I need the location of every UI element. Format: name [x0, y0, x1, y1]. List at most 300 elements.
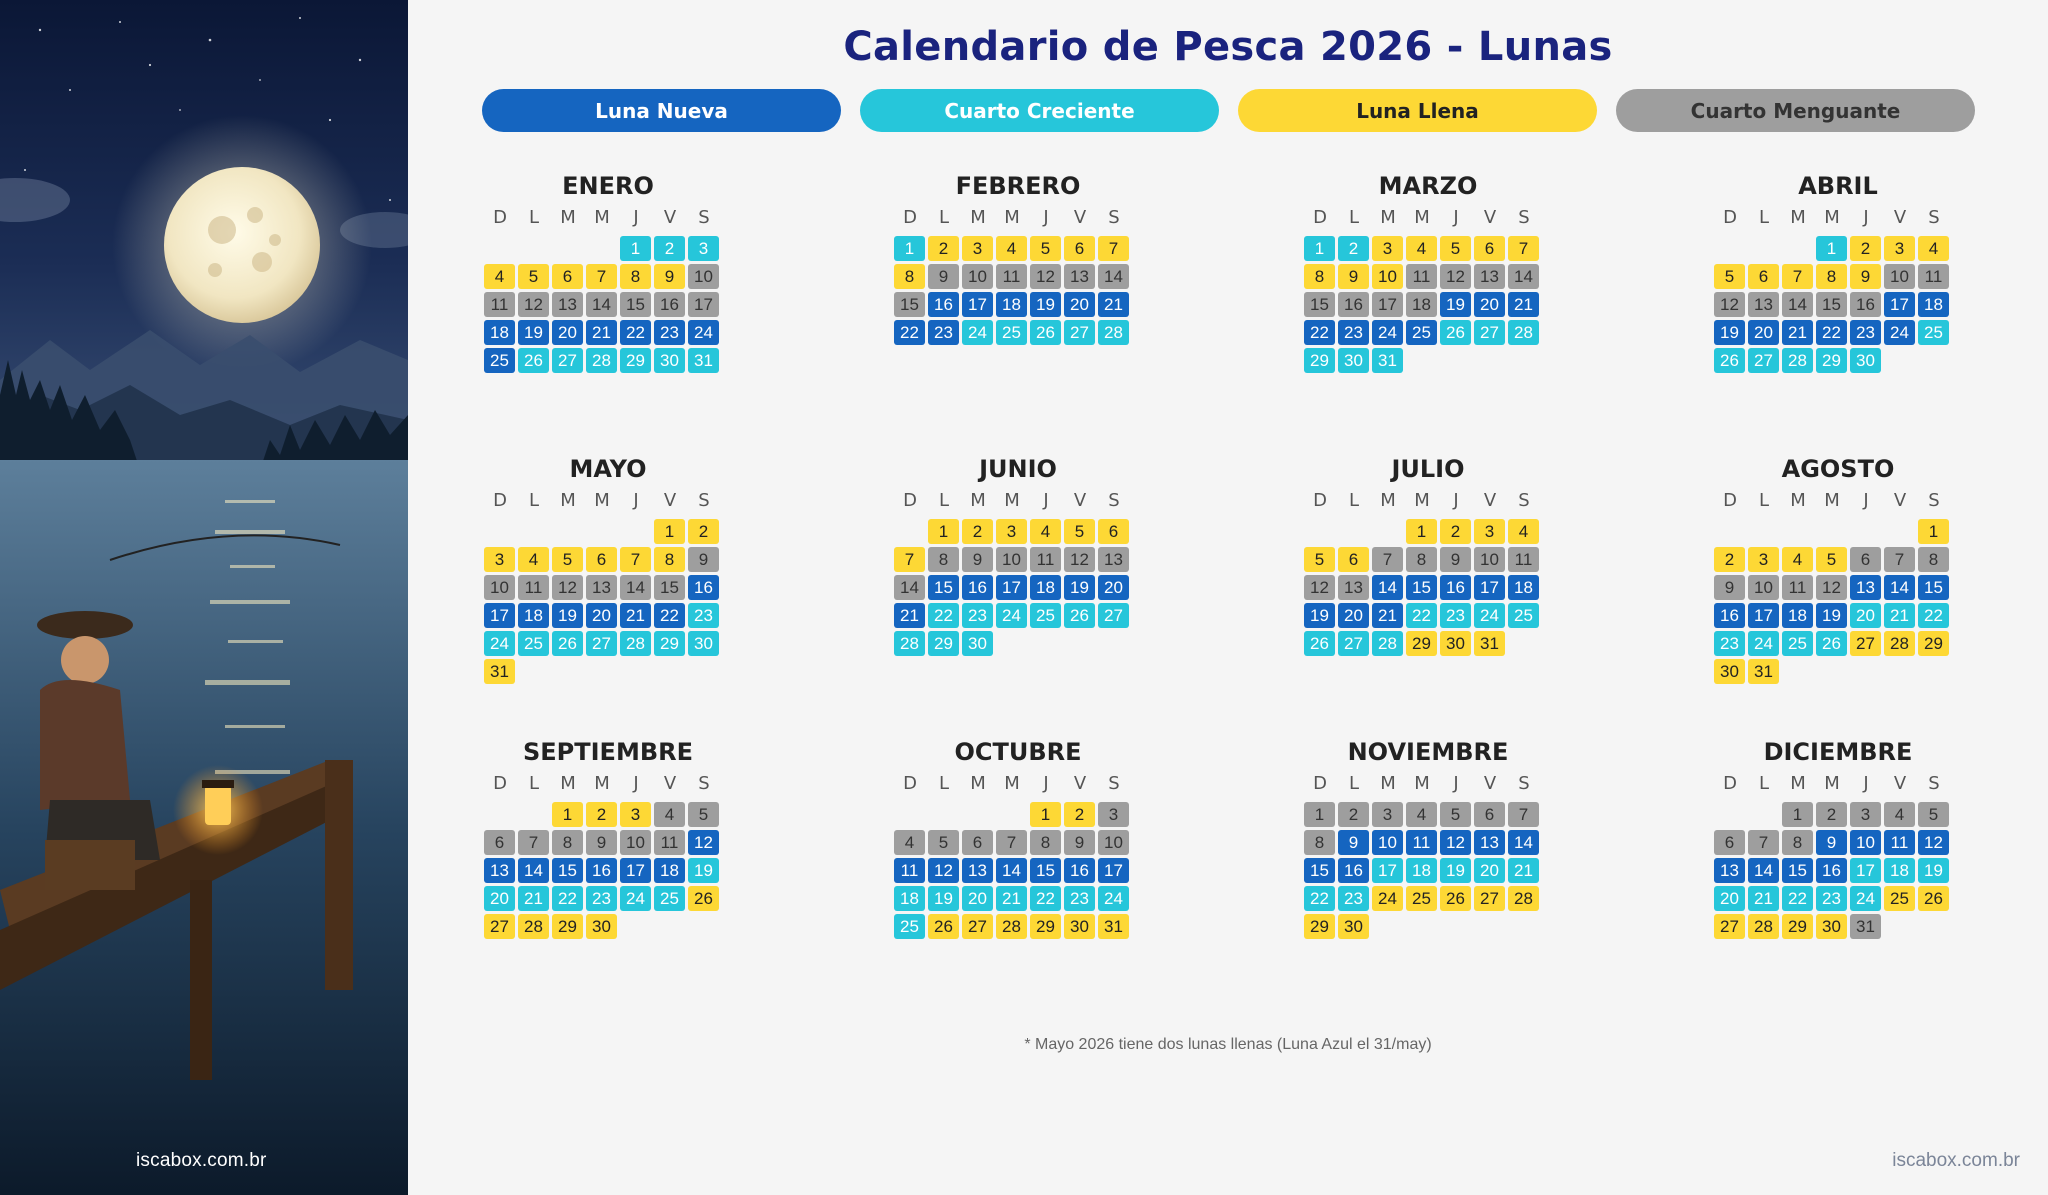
- weekday-header: L: [938, 207, 950, 228]
- day-cell: 1: [552, 802, 583, 827]
- weekday-header: D: [1313, 490, 1327, 511]
- day-cell: 14: [894, 575, 925, 600]
- weekday-header: M: [1380, 207, 1396, 228]
- month-name: MAYO: [569, 455, 647, 483]
- day-cell: 18: [1884, 858, 1915, 883]
- day-cell: 27: [1098, 603, 1129, 628]
- day-cell: 19: [518, 320, 549, 345]
- day-cell: 14: [620, 575, 651, 600]
- day-cell: 4: [1508, 519, 1539, 544]
- day-cell: 22: [894, 320, 925, 345]
- day-cell: 27: [1850, 631, 1881, 656]
- day-cell: 21: [1508, 858, 1539, 883]
- legend-luna-nueva: Luna Nueva: [482, 89, 841, 132]
- day-cell: 28: [1372, 631, 1403, 656]
- day-cell: 22: [1816, 320, 1847, 345]
- weekday-header: J: [1453, 207, 1459, 228]
- weekday-header: M: [560, 490, 576, 511]
- day-cell: 22: [620, 320, 651, 345]
- day-cell: 3: [688, 236, 719, 261]
- day-cell: 17: [1372, 858, 1403, 883]
- weekday-header: D: [1313, 773, 1327, 794]
- weekday-header: M: [970, 207, 986, 228]
- weekday-header: M: [1824, 207, 1840, 228]
- day-cell: 24: [688, 320, 719, 345]
- day-cell: 8: [1030, 830, 1061, 855]
- day-cell: 3: [484, 547, 515, 572]
- weekday-header: M: [970, 773, 986, 794]
- day-cell: 10: [484, 575, 515, 600]
- day-cell: 8: [654, 547, 685, 572]
- weekday-header: L: [528, 773, 540, 794]
- day-cell: 6: [1474, 236, 1505, 261]
- day-cell: 26: [552, 631, 583, 656]
- day-cell: 21: [1508, 292, 1539, 317]
- day-cell: 17: [1474, 575, 1505, 600]
- day-cell: 10: [688, 264, 719, 289]
- day-cell: 1: [1918, 519, 1949, 544]
- day-cell: 18: [1030, 575, 1061, 600]
- day-cell: 25: [996, 320, 1027, 345]
- day-cell: 12: [552, 575, 583, 600]
- day-cell: 27: [1748, 348, 1779, 373]
- weekday-header: L: [528, 490, 540, 511]
- weekday-header: M: [560, 773, 576, 794]
- weekday-header: M: [594, 490, 610, 511]
- weekday-header: M: [1824, 773, 1840, 794]
- day-cell: 5: [1030, 236, 1061, 261]
- weekday-header: S: [1518, 773, 1530, 794]
- day-cell: 24: [1884, 320, 1915, 345]
- day-cell: 19: [928, 886, 959, 911]
- day-cell: 1: [1304, 236, 1335, 261]
- day-cell: 28: [894, 631, 925, 656]
- calendar-area: [408, 0, 2048, 1195]
- day-cell: 26: [1816, 631, 1847, 656]
- weekday-header: S: [1108, 773, 1120, 794]
- day-cell: 25: [1406, 886, 1437, 911]
- weekday-header: V: [1893, 773, 1907, 794]
- day-cell: 22: [928, 603, 959, 628]
- night-fishing-illustration: [0, 0, 408, 1195]
- day-cell: 17: [1372, 292, 1403, 317]
- weekday-header: L: [1348, 207, 1360, 228]
- weekday-header: J: [1453, 490, 1459, 511]
- weekday-header: M: [594, 207, 610, 228]
- day-cell: 15: [894, 292, 925, 317]
- day-cell: 24: [996, 603, 1027, 628]
- day-cell: 14: [1748, 858, 1779, 883]
- weekday-header: D: [1723, 773, 1737, 794]
- day-cell: 14: [1508, 264, 1539, 289]
- day-cell: 11: [1406, 264, 1437, 289]
- day-cell: 13: [962, 858, 993, 883]
- day-cell: 21: [1098, 292, 1129, 317]
- weekday-header: L: [1758, 207, 1770, 228]
- weekday-header: M: [1414, 490, 1430, 511]
- day-cell: 11: [1782, 575, 1813, 600]
- weekday-header: V: [1483, 207, 1497, 228]
- day-cell: 12: [1440, 264, 1471, 289]
- day-cell: 10: [620, 830, 651, 855]
- day-cell: 30: [586, 914, 617, 939]
- day-cell: 12: [1440, 830, 1471, 855]
- day-cell: 20: [1474, 858, 1505, 883]
- weekday-header: J: [1043, 490, 1049, 511]
- weekday-header: J: [1043, 773, 1049, 794]
- day-cell: 9: [1850, 264, 1881, 289]
- day-cell: 15: [928, 575, 959, 600]
- day-cell: 30: [1714, 659, 1745, 684]
- day-cell: 18: [518, 603, 549, 628]
- weekday-header: S: [1518, 207, 1530, 228]
- day-cell: 3: [996, 519, 1027, 544]
- day-cell: 11: [996, 264, 1027, 289]
- day-cell: 17: [484, 603, 515, 628]
- day-cell: 29: [654, 631, 685, 656]
- weekday-header: L: [1348, 773, 1360, 794]
- day-cell: 30: [654, 348, 685, 373]
- day-cell: 6: [1098, 519, 1129, 544]
- day-cell: 19: [1304, 603, 1335, 628]
- day-cell: 23: [1064, 886, 1095, 911]
- weekday-header: L: [1758, 490, 1770, 511]
- day-cell: 30: [688, 631, 719, 656]
- weekday-header: D: [493, 490, 507, 511]
- day-cell: 10: [962, 264, 993, 289]
- day-cell: 25: [894, 914, 925, 939]
- day-cell: 23: [1714, 631, 1745, 656]
- day-cell: 16: [1338, 292, 1369, 317]
- day-cell: 16: [688, 575, 719, 600]
- day-cell: 5: [1440, 236, 1471, 261]
- day-cell: 3: [1884, 236, 1915, 261]
- day-cell: 15: [1304, 292, 1335, 317]
- day-cell: 26: [928, 914, 959, 939]
- site-url-left: iscabox.com.br: [136, 1150, 267, 1171]
- weekday-header: M: [1790, 207, 1806, 228]
- day-cell: 13: [1850, 575, 1881, 600]
- weekday-header: M: [1414, 773, 1430, 794]
- day-cell: 28: [518, 914, 549, 939]
- day-cell: 19: [552, 603, 583, 628]
- weekday-header: M: [560, 207, 576, 228]
- day-cell: 2: [928, 236, 959, 261]
- weekday-header: J: [633, 207, 639, 228]
- day-cell: 8: [620, 264, 651, 289]
- day-cell: 16: [1714, 603, 1745, 628]
- day-cell: 10: [996, 547, 1027, 572]
- night-scene-art: [0, 0, 408, 1195]
- day-cell: 5: [1064, 519, 1095, 544]
- day-cell: 27: [1474, 886, 1505, 911]
- day-cell: 3: [1372, 802, 1403, 827]
- day-cell: 12: [518, 292, 549, 317]
- weekday-header: D: [1723, 490, 1737, 511]
- day-cell: 4: [894, 830, 925, 855]
- day-cell: 23: [1338, 886, 1369, 911]
- day-cell: 16: [586, 858, 617, 883]
- day-cell: 10: [1850, 830, 1881, 855]
- legend-cuarto-creciente: Cuarto Creciente: [860, 89, 1219, 132]
- day-cell: 13: [1474, 264, 1505, 289]
- day-cell: 7: [1372, 547, 1403, 572]
- weekday-header: M: [1790, 773, 1806, 794]
- day-cell: 4: [484, 264, 515, 289]
- day-cell: 7: [620, 547, 651, 572]
- day-cell: 24: [484, 631, 515, 656]
- day-cell: 24: [1474, 603, 1505, 628]
- day-cell: 19: [1918, 858, 1949, 883]
- day-cell: 22: [552, 886, 583, 911]
- month-name: AGOSTO: [1781, 455, 1895, 483]
- footnote: * Mayo 2026 tiene dos lunas llenas (Luna Azul el 31/may): [1024, 1036, 1432, 1053]
- day-cell: 20: [1098, 575, 1129, 600]
- weekday-header: J: [1863, 773, 1869, 794]
- day-cell: 16: [1850, 292, 1881, 317]
- weekday-header: S: [1928, 207, 1940, 228]
- day-cell: 5: [1816, 547, 1847, 572]
- day-cell: 23: [688, 603, 719, 628]
- weekday-header: D: [493, 207, 507, 228]
- day-cell: 24: [1748, 631, 1779, 656]
- day-cell: 2: [688, 519, 719, 544]
- day-cell: 24: [1372, 320, 1403, 345]
- day-cell: 20: [586, 603, 617, 628]
- day-cell: 21: [1748, 886, 1779, 911]
- day-cell: 29: [1918, 631, 1949, 656]
- weekday-header: V: [663, 490, 677, 511]
- day-cell: 12: [688, 830, 719, 855]
- day-cell: 14: [1098, 264, 1129, 289]
- day-cell: 6: [1714, 830, 1745, 855]
- day-cell: 2: [1850, 236, 1881, 261]
- day-cell: 16: [1064, 858, 1095, 883]
- day-cell: 8: [1816, 264, 1847, 289]
- day-cell: 31: [1474, 631, 1505, 656]
- day-cell: 28: [1098, 320, 1129, 345]
- day-cell: 10: [1474, 547, 1505, 572]
- day-cell: 22: [1030, 886, 1061, 911]
- day-cell: 27: [1474, 320, 1505, 345]
- day-cell: 12: [1064, 547, 1095, 572]
- month-name: SEPTIEMBRE: [522, 738, 693, 766]
- day-cell: 30: [1850, 348, 1881, 373]
- weekday-header: D: [903, 490, 917, 511]
- weekday-header: V: [663, 207, 677, 228]
- day-cell: 3: [1748, 547, 1779, 572]
- day-cell: 18: [1918, 292, 1949, 317]
- weekday-header: S: [1518, 490, 1530, 511]
- day-cell: 17: [1748, 603, 1779, 628]
- day-cell: 5: [1304, 547, 1335, 572]
- day-cell: 26: [1440, 886, 1471, 911]
- day-cell: 25: [1918, 320, 1949, 345]
- day-cell: 13: [1748, 292, 1779, 317]
- day-cell: 14: [1508, 830, 1539, 855]
- day-cell: 2: [1338, 236, 1369, 261]
- day-cell: 29: [1406, 631, 1437, 656]
- day-cell: 31: [688, 348, 719, 373]
- day-cell: 27: [552, 348, 583, 373]
- day-cell: 6: [1748, 264, 1779, 289]
- day-cell: 25: [1884, 886, 1915, 911]
- day-cell: 1: [894, 236, 925, 261]
- day-cell: 21: [518, 886, 549, 911]
- day-cell: 31: [1372, 348, 1403, 373]
- day-cell: 6: [1064, 236, 1095, 261]
- weekday-header: D: [493, 773, 507, 794]
- day-cell: 15: [552, 858, 583, 883]
- day-cell: 19: [1440, 292, 1471, 317]
- day-cell: 26: [1030, 320, 1061, 345]
- day-cell: 1: [1406, 519, 1437, 544]
- day-cell: 23: [1440, 603, 1471, 628]
- weekday-header: V: [663, 773, 677, 794]
- weekday-header: V: [1073, 490, 1087, 511]
- day-cell: 28: [1508, 320, 1539, 345]
- day-cell: 27: [1338, 631, 1369, 656]
- day-cell: 8: [894, 264, 925, 289]
- day-cell: 3: [620, 802, 651, 827]
- day-cell: 28: [620, 631, 651, 656]
- day-cell: 20: [1850, 603, 1881, 628]
- day-cell: 13: [1338, 575, 1369, 600]
- weekday-header: S: [1108, 207, 1120, 228]
- day-cell: 31: [1748, 659, 1779, 684]
- day-cell: 13: [1098, 547, 1129, 572]
- day-cell: 8: [552, 830, 583, 855]
- day-cell: 18: [1782, 603, 1813, 628]
- day-cell: 29: [1304, 914, 1335, 939]
- day-cell: 1: [1304, 802, 1335, 827]
- day-cell: 7: [586, 264, 617, 289]
- day-cell: 11: [484, 292, 515, 317]
- day-cell: 30: [962, 631, 993, 656]
- day-cell: 16: [1440, 575, 1471, 600]
- day-cell: 15: [654, 575, 685, 600]
- weekday-header: M: [1004, 490, 1020, 511]
- day-cell: 4: [1030, 519, 1061, 544]
- day-cell: 13: [484, 858, 515, 883]
- weekday-header: S: [1928, 490, 1940, 511]
- day-cell: 25: [1508, 603, 1539, 628]
- day-cell: 18: [1406, 292, 1437, 317]
- day-cell: 26: [518, 348, 549, 373]
- legend-cuarto-menguante: Cuarto Menguante: [1616, 89, 1975, 132]
- day-cell: 6: [1850, 547, 1881, 572]
- day-cell: 9: [928, 264, 959, 289]
- day-cell: 8: [1782, 830, 1813, 855]
- weekday-header: M: [970, 490, 986, 511]
- day-cell: 13: [586, 575, 617, 600]
- day-cell: 7: [1782, 264, 1813, 289]
- day-cell: 27: [1714, 914, 1745, 939]
- day-cell: 26: [1304, 631, 1335, 656]
- weekday-header: M: [1004, 773, 1020, 794]
- day-cell: 25: [518, 631, 549, 656]
- day-cell: 21: [1884, 603, 1915, 628]
- weekday-header: J: [1863, 207, 1869, 228]
- day-cell: 8: [1304, 830, 1335, 855]
- day-cell: 1: [928, 519, 959, 544]
- day-cell: 2: [962, 519, 993, 544]
- day-cell: 31: [1850, 914, 1881, 939]
- day-cell: 16: [962, 575, 993, 600]
- day-cell: 20: [484, 886, 515, 911]
- day-cell: 26: [1440, 320, 1471, 345]
- day-cell: 22: [1918, 603, 1949, 628]
- day-cell: 12: [1918, 830, 1949, 855]
- day-cell: 29: [552, 914, 583, 939]
- day-cell: 7: [1098, 236, 1129, 261]
- month-name: ABRIL: [1798, 172, 1878, 200]
- day-cell: 30: [1816, 914, 1847, 939]
- day-cell: 18: [484, 320, 515, 345]
- day-cell: 11: [1918, 264, 1949, 289]
- day-cell: 4: [654, 802, 685, 827]
- month-name: JUNIO: [979, 455, 1057, 483]
- weekday-header: V: [1893, 207, 1907, 228]
- day-cell: 6: [552, 264, 583, 289]
- day-cell: 12: [928, 858, 959, 883]
- day-cell: 7: [1748, 830, 1779, 855]
- day-cell: 2: [1338, 802, 1369, 827]
- day-cell: 1: [1816, 236, 1847, 261]
- day-cell: 23: [1338, 320, 1369, 345]
- month-name: DICIEMBRE: [1763, 738, 1913, 766]
- day-cell: 23: [1816, 886, 1847, 911]
- day-cell: 24: [1372, 886, 1403, 911]
- day-cell: 6: [962, 830, 993, 855]
- day-cell: 28: [1782, 348, 1813, 373]
- day-cell: 18: [1406, 858, 1437, 883]
- day-cell: 23: [586, 886, 617, 911]
- day-cell: 14: [1782, 292, 1813, 317]
- day-cell: 19: [1064, 575, 1095, 600]
- day-cell: 5: [1714, 264, 1745, 289]
- day-cell: 9: [1338, 264, 1369, 289]
- day-cell: 14: [1372, 575, 1403, 600]
- day-cell: 9: [1064, 830, 1095, 855]
- day-cell: 6: [586, 547, 617, 572]
- day-cell: 19: [1030, 292, 1061, 317]
- day-cell: 18: [1508, 575, 1539, 600]
- day-cell: 10: [1884, 264, 1915, 289]
- site-url-right: iscabox.com.br: [1892, 1150, 2020, 1171]
- day-cell: 17: [1884, 292, 1915, 317]
- day-cell: 10: [1098, 830, 1129, 855]
- day-cell: 24: [1850, 886, 1881, 911]
- day-cell: 10: [1748, 575, 1779, 600]
- day-cell: 5: [1440, 802, 1471, 827]
- day-cell: 25: [484, 348, 515, 373]
- weekday-header: S: [698, 773, 710, 794]
- day-cell: 3: [1098, 802, 1129, 827]
- day-cell: 2: [1714, 547, 1745, 572]
- legend-luna-llena: Luna Llena: [1238, 89, 1597, 132]
- day-cell: 30: [1064, 914, 1095, 939]
- weekday-header: M: [1380, 773, 1396, 794]
- month-name: FEBRERO: [955, 172, 1081, 200]
- weekday-header: M: [1824, 490, 1840, 511]
- day-cell: 24: [620, 886, 651, 911]
- day-cell: 20: [1714, 886, 1745, 911]
- day-cell: 3: [1372, 236, 1403, 261]
- day-cell: 16: [1816, 858, 1847, 883]
- month-name: MARZO: [1378, 172, 1478, 200]
- day-cell: 13: [1714, 858, 1745, 883]
